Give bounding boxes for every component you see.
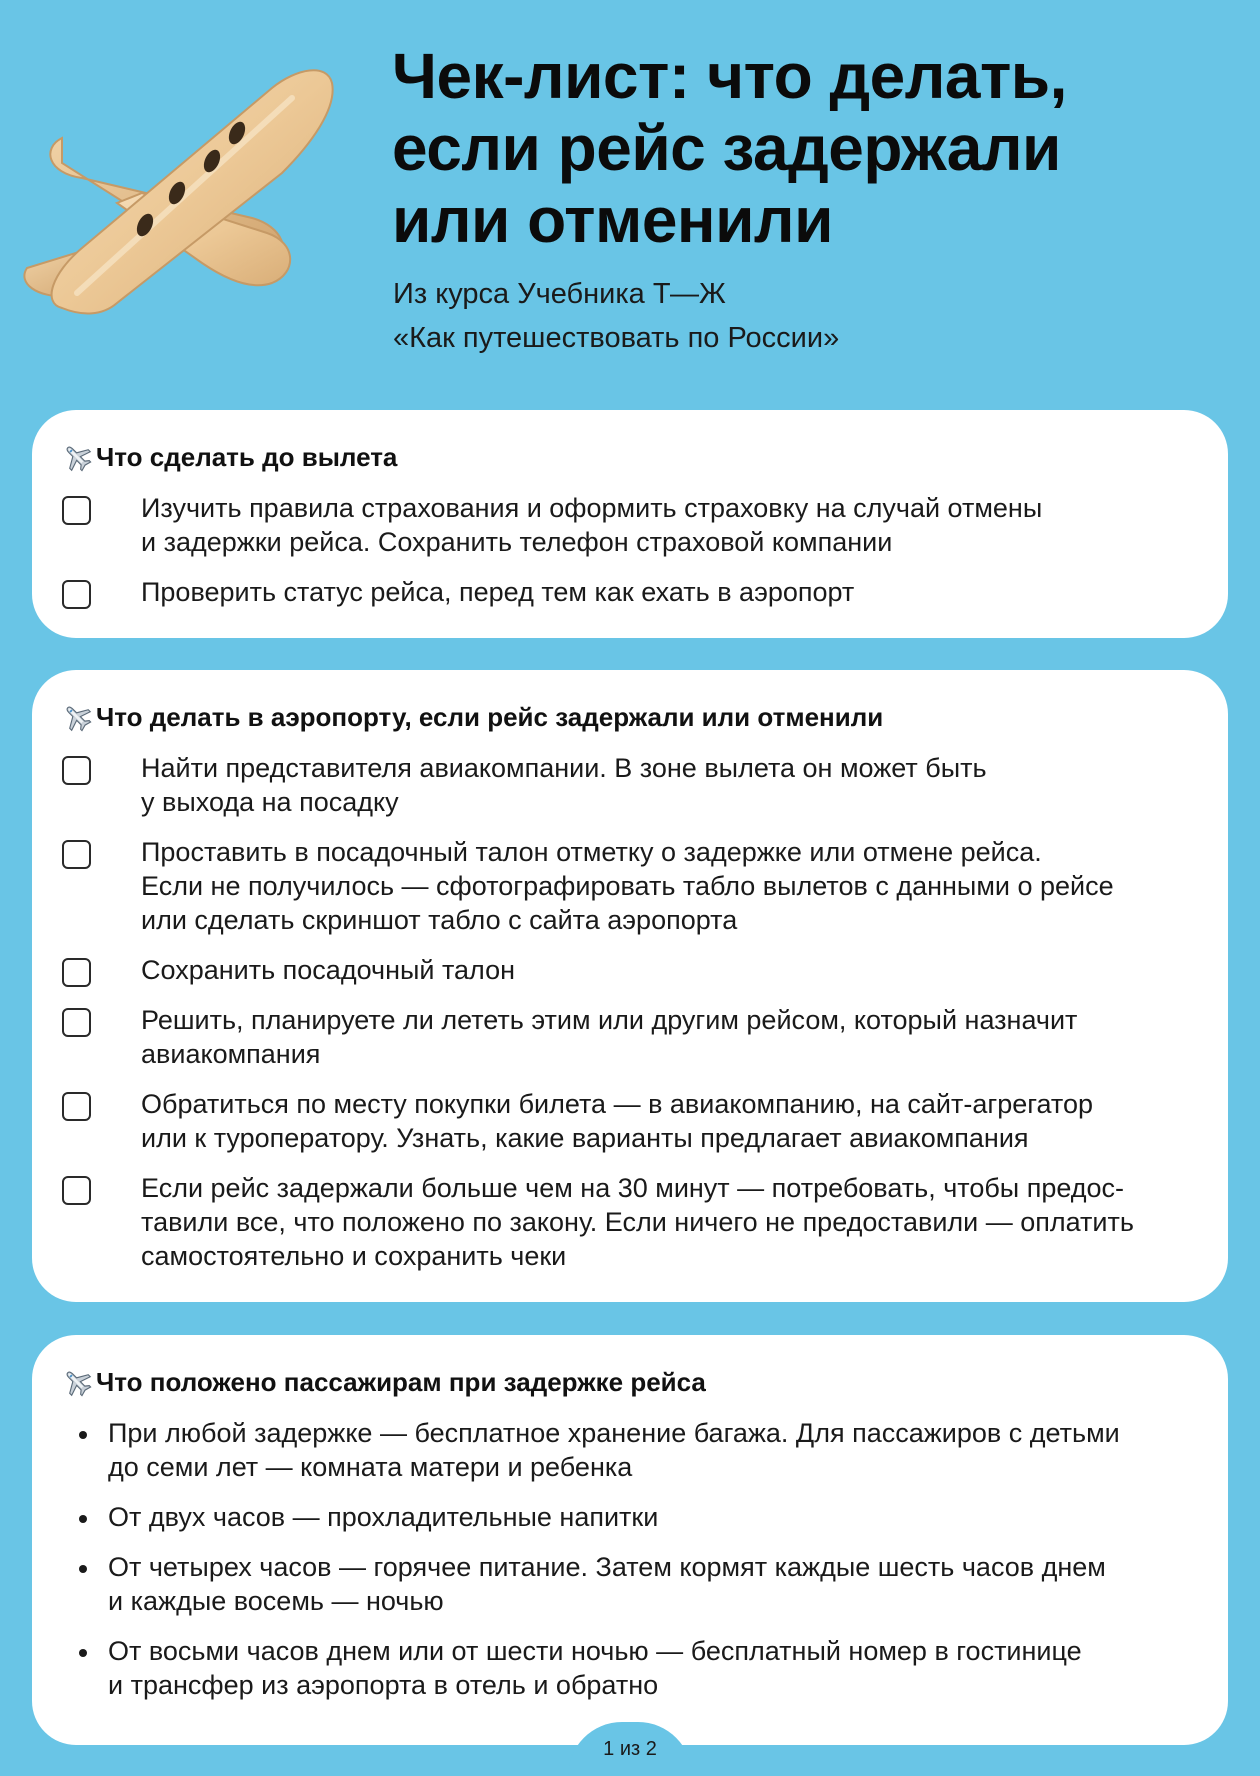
checkbox[interactable] bbox=[62, 756, 91, 785]
list-item bbox=[62, 1500, 1188, 1534]
checklist-item-text: Обратиться по месту покупки билета — в авиакомпанию, на сайт-агрегатор или к туроператору. Узнать, какие варианты предлагает авиакомпания bbox=[141, 1089, 1094, 1153]
checklist-item-text: Сохранить посадочный талон bbox=[141, 955, 516, 985]
list-item bbox=[62, 1634, 1188, 1702]
page-title: Чек-лист: что делать, если рейс задержали или отменили bbox=[392, 40, 1067, 256]
checklist-item-text: Проверить статус рейса, перед тем как ехать в аэропорт bbox=[141, 577, 855, 607]
bullet-dot bbox=[79, 1431, 87, 1439]
airplane-icon bbox=[62, 1367, 92, 1397]
section-heading-text: Что делать в аэропорту, если рейс задержали или отменили bbox=[96, 702, 884, 732]
section-heading bbox=[62, 1365, 706, 1399]
header bbox=[0, 0, 1260, 400]
section-passenger-entitlements bbox=[32, 1335, 1228, 1745]
bullet-dot bbox=[79, 1565, 87, 1573]
airplane-icon bbox=[62, 442, 92, 472]
section-at-airport bbox=[32, 670, 1228, 1302]
page-indicator: 1 из 2 bbox=[568, 1722, 692, 1776]
checklist bbox=[62, 491, 1188, 609]
checkbox[interactable] bbox=[62, 1008, 91, 1037]
section-heading bbox=[62, 440, 397, 474]
section-before-departure bbox=[32, 410, 1228, 638]
checklist-item-text: Решить, планируете ли лететь этим или другим рейсом, который назначит авиакомпания bbox=[141, 1005, 1078, 1069]
checklist-item-text: Если рейс задержали больше чем на 30 минут — потребовать, чтобы предос- тавили все, что положено по закону. Если ничего не предоставили — оплатить самостоятельно и сохранить чеки bbox=[141, 1173, 1134, 1271]
checklist-item bbox=[62, 1087, 1188, 1155]
checkbox[interactable] bbox=[62, 1092, 91, 1121]
page-subtitle: Из курса Учебника Т—Ж «Как путешествовать по России» bbox=[393, 278, 840, 354]
checkbox[interactable] bbox=[62, 496, 91, 525]
bullet-list bbox=[62, 1416, 1188, 1702]
checklist-item bbox=[62, 751, 1188, 819]
checkbox[interactable] bbox=[62, 958, 91, 987]
checklist-item bbox=[62, 835, 1188, 937]
section-heading bbox=[62, 700, 883, 734]
checklist-item bbox=[62, 1003, 1188, 1071]
wooden-airplane-illustration bbox=[22, 68, 362, 338]
checkbox[interactable] bbox=[62, 840, 91, 869]
list-item bbox=[62, 1416, 1188, 1484]
list-item-text: От двух часов — прохладительные напитки bbox=[108, 1502, 659, 1532]
checkbox[interactable] bbox=[62, 580, 91, 609]
list-item bbox=[62, 1550, 1188, 1618]
checklist-item-text: Найти представителя авиакомпании. В зоне вылета он может быть у выхода на посадку bbox=[141, 753, 987, 817]
checklist-item bbox=[62, 1171, 1188, 1273]
airplane-icon bbox=[62, 702, 92, 732]
checkbox[interactable] bbox=[62, 1176, 91, 1205]
section-heading-text: Что положено пассажирам при задержке рейса bbox=[96, 1367, 706, 1397]
bullet-dot bbox=[79, 1515, 87, 1523]
bullet-dot bbox=[79, 1649, 87, 1657]
list-item-text: При любой задержке — бесплатное хранение багажа. Для пассажиров с детьми до семи лет — комната матери и ребенка bbox=[108, 1418, 1120, 1482]
checklist-item bbox=[62, 575, 1188, 609]
checklist-item-text: Изучить правила страхования и оформить страховку на случай отмены и задержки рейса. Сохранить телефон страховой компании bbox=[141, 493, 1043, 557]
list-item-text: От четырех часов — горячее питание. Затем кормят каждые шесть часов днем и каждые восемь — ночью bbox=[108, 1552, 1106, 1616]
list-item-text: От восьми часов днем или от шести ночью — бесплатный номер в гостинице и трансфер из аэропорта в отель и обратно bbox=[108, 1636, 1082, 1700]
checklist-item bbox=[62, 491, 1188, 559]
section-heading-text: Что сделать до вылета bbox=[96, 442, 398, 472]
checklist bbox=[62, 751, 1188, 1273]
checklist-item-text: Проставить в посадочный талон отметку о задержке или отмене рейса. Если не получилось — сфотографировать табло вылетов с данными о рейсе или сделать скриншот табло с сайта аэропорта bbox=[141, 837, 1114, 935]
checklist-item bbox=[62, 953, 1188, 987]
